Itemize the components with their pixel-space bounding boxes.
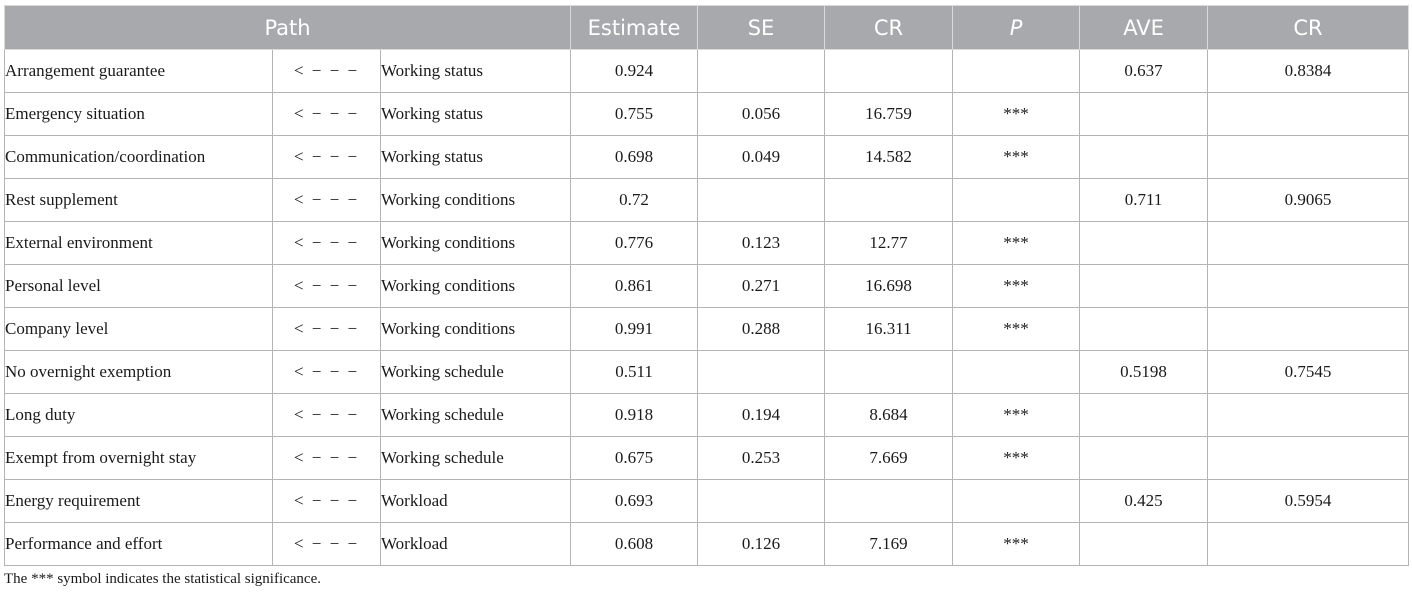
cell-composite-reliability xyxy=(1208,308,1409,351)
cell-ave xyxy=(1080,523,1208,566)
cell-target: Working conditions xyxy=(381,179,571,222)
header-cr: CR xyxy=(825,6,953,50)
path-arrow: < − − − xyxy=(273,265,381,308)
header-row xyxy=(5,6,1409,50)
cell-cr: 16.698 xyxy=(825,265,953,308)
cell-cr xyxy=(825,480,953,523)
cell-composite-reliability xyxy=(1208,222,1409,265)
cell-se xyxy=(698,480,825,523)
cell-cr: 14.582 xyxy=(825,136,953,179)
path-arrow: < − − − xyxy=(273,179,381,222)
cell-cr xyxy=(825,50,953,93)
cell-estimate: 0.776 xyxy=(571,222,698,265)
cell-target: Working status xyxy=(381,50,571,93)
cell-source: Exempt from overnight stay xyxy=(5,437,273,480)
table-row xyxy=(5,50,1409,93)
cell-estimate: 0.511 xyxy=(571,351,698,394)
cell-composite-reliability xyxy=(1208,136,1409,179)
table-row xyxy=(5,222,1409,265)
cell-se xyxy=(698,179,825,222)
path-arrow: < − − − xyxy=(273,308,381,351)
cell-estimate: 0.72 xyxy=(571,179,698,222)
path-arrow: < − − − xyxy=(273,437,381,480)
cell-p: *** xyxy=(953,308,1080,351)
cell-p: *** xyxy=(953,136,1080,179)
cell-ave xyxy=(1080,437,1208,480)
path-arrow: < − − − xyxy=(273,93,381,136)
cell-ave xyxy=(1080,394,1208,437)
header-se: SE xyxy=(698,6,825,50)
cell-source: No overnight exemption xyxy=(5,351,273,394)
cell-estimate: 0.693 xyxy=(571,480,698,523)
cell-p xyxy=(953,50,1080,93)
cell-source: Arrangement guarantee xyxy=(5,50,273,93)
table-row xyxy=(5,394,1409,437)
header-ave: AVE xyxy=(1080,6,1208,50)
cell-cr: 12.77 xyxy=(825,222,953,265)
cell-cr: 7.169 xyxy=(825,523,953,566)
table-row xyxy=(5,480,1409,523)
cell-p: *** xyxy=(953,394,1080,437)
cell-se: 0.194 xyxy=(698,394,825,437)
cell-p: *** xyxy=(953,265,1080,308)
cell-p xyxy=(953,179,1080,222)
cell-source: Rest supplement xyxy=(5,179,273,222)
table-row xyxy=(5,351,1409,394)
header-path: Path xyxy=(5,6,571,50)
cell-composite-reliability xyxy=(1208,265,1409,308)
cell-source: Communication/coordination xyxy=(5,136,273,179)
cell-source: Company level xyxy=(5,308,273,351)
path-arrow: < − − − xyxy=(273,222,381,265)
cell-p: *** xyxy=(953,222,1080,265)
path-arrow: < − − − xyxy=(273,136,381,179)
path-arrow: < − − − xyxy=(273,394,381,437)
table-row xyxy=(5,93,1409,136)
cell-p: *** xyxy=(953,523,1080,566)
cell-composite-reliability xyxy=(1208,437,1409,480)
cell-p xyxy=(953,351,1080,394)
table-row xyxy=(5,437,1409,480)
cell-ave: 0.5198 xyxy=(1080,351,1208,394)
cell-se xyxy=(698,351,825,394)
path-arrow: < − − − xyxy=(273,480,381,523)
cell-ave: 0.425 xyxy=(1080,480,1208,523)
cell-target: Working conditions xyxy=(381,308,571,351)
cell-composite-reliability: 0.7545 xyxy=(1208,351,1409,394)
header-estimate: Estimate xyxy=(571,6,698,50)
cell-ave xyxy=(1080,222,1208,265)
cell-ave xyxy=(1080,308,1208,351)
cell-composite-reliability xyxy=(1208,523,1409,566)
cell-target: Workload xyxy=(381,523,571,566)
cell-ave xyxy=(1080,136,1208,179)
cell-target: Working status xyxy=(381,93,571,136)
cell-estimate: 0.924 xyxy=(571,50,698,93)
cell-cr xyxy=(825,179,953,222)
table-footnote: The *** symbol indicates the statistical significance. xyxy=(4,571,321,587)
cell-estimate: 0.918 xyxy=(571,394,698,437)
cell-ave xyxy=(1080,265,1208,308)
cell-se: 0.123 xyxy=(698,222,825,265)
cell-p: *** xyxy=(953,93,1080,136)
cell-se: 0.288 xyxy=(698,308,825,351)
cell-source: Performance and effort xyxy=(5,523,273,566)
cell-composite-reliability: 0.8384 xyxy=(1208,50,1409,93)
cell-ave: 0.637 xyxy=(1080,50,1208,93)
table-row xyxy=(5,308,1409,351)
cell-estimate: 0.861 xyxy=(571,265,698,308)
cell-cr: 16.311 xyxy=(825,308,953,351)
cell-target: Workload xyxy=(381,480,571,523)
cell-composite-reliability: 0.9065 xyxy=(1208,179,1409,222)
cell-se: 0.056 xyxy=(698,93,825,136)
cell-composite-reliability: 0.5954 xyxy=(1208,480,1409,523)
cell-estimate: 0.698 xyxy=(571,136,698,179)
cell-source: Personal level xyxy=(5,265,273,308)
cell-composite-reliability xyxy=(1208,394,1409,437)
table-row xyxy=(5,136,1409,179)
results-table xyxy=(4,5,1409,566)
table-row xyxy=(5,265,1409,308)
cell-se: 0.049 xyxy=(698,136,825,179)
path-arrow: < − − − xyxy=(273,351,381,394)
path-arrow: < − − − xyxy=(273,50,381,93)
cell-cr: 16.759 xyxy=(825,93,953,136)
cell-estimate: 0.675 xyxy=(571,437,698,480)
cell-target: Working schedule xyxy=(381,394,571,437)
cell-ave xyxy=(1080,93,1208,136)
cell-source: Long duty xyxy=(5,394,273,437)
cell-source: Emergency situation xyxy=(5,93,273,136)
cell-source: Energy requirement xyxy=(5,480,273,523)
table-row xyxy=(5,523,1409,566)
cell-composite-reliability xyxy=(1208,93,1409,136)
cell-target: Working schedule xyxy=(381,351,571,394)
cell-se: 0.126 xyxy=(698,523,825,566)
cell-estimate: 0.608 xyxy=(571,523,698,566)
cell-target: Working conditions xyxy=(381,222,571,265)
table-row xyxy=(5,179,1409,222)
cell-ave: 0.711 xyxy=(1080,179,1208,222)
cell-cr: 7.669 xyxy=(825,437,953,480)
table-body xyxy=(5,50,1409,566)
cell-target: Working schedule xyxy=(381,437,571,480)
cell-target: Working status xyxy=(381,136,571,179)
cell-source: External environment xyxy=(5,222,273,265)
cell-cr: 8.684 xyxy=(825,394,953,437)
path-arrow: < − − − xyxy=(273,523,381,566)
cell-se: 0.271 xyxy=(698,265,825,308)
cell-estimate: 0.991 xyxy=(571,308,698,351)
cell-target: Working conditions xyxy=(381,265,571,308)
cell-estimate: 0.755 xyxy=(571,93,698,136)
header-composite-reliability: CR xyxy=(1208,6,1409,50)
cell-p: *** xyxy=(953,437,1080,480)
cell-p xyxy=(953,480,1080,523)
header-p: P xyxy=(953,6,1080,50)
cell-cr xyxy=(825,351,953,394)
cell-se: 0.253 xyxy=(698,437,825,480)
cell-se xyxy=(698,50,825,93)
